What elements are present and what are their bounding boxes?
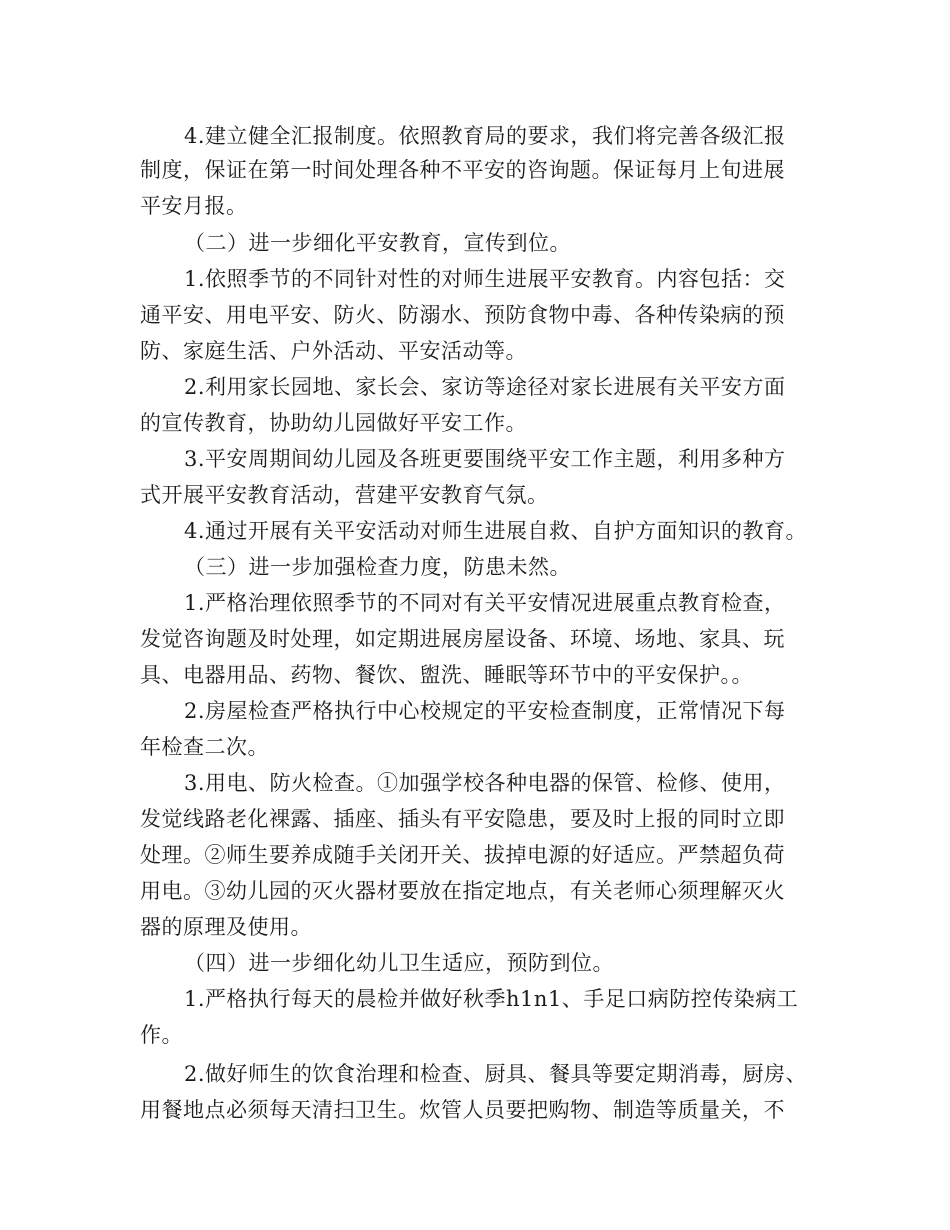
paragraph-line: 2.利用家长园地、家长会、家访等途径对家长进展有关平安方面 (184, 375, 786, 399)
paragraph-line: 发觉咨询题及时处理，如定期进展房屋设备、环境、场地、家具、玩 (140, 627, 785, 651)
section-heading: （四）进一步细化幼儿卫生适应，预防到位。 (184, 951, 614, 975)
paragraph-line: 处理。②师生要养成随手关闭开关、拔掉电源的好适应。严禁超负荷 (140, 843, 785, 867)
paragraph-line: 发觉线路老化裸露、插座、插头有平安隐患，要及时上报的同时立即 (140, 807, 785, 831)
paragraph-line: 制度，保证在第一时间处理各种不平安的咨询题。保证每月上旬进展 (140, 158, 785, 182)
paragraph-line: 1.严格执行每天的晨检并做好秋季h1n1、手足口病防控传染病工 (184, 987, 799, 1011)
paragraph-line: 1.依照季节的不同针对性的对师生进展平安教育。内容包括：交 (184, 267, 786, 291)
paragraph-line: 3.用电、防火检查。①加强学校各种电器的保管、检修、使用， (184, 771, 786, 795)
paragraph-line: 4.建立健全汇报制度。依照教育局的要求，我们将完善各级汇报 (184, 124, 786, 148)
section-heading: （三）进一步加强检查力度，防患未然。 (184, 555, 571, 579)
paragraph-line: 2.做好师生的饮食治理和检查、厨具、餐具等要定期消毒，厨房、 (184, 1062, 808, 1086)
paragraph-line: 具、电器用品、药物、餐饮、盥洗、睡眠等环节中的平安保护。。 (140, 663, 753, 687)
paragraph-line: 通平安、用电平安、防火、防溺水、预防食物中毒、各种传染病的预 (140, 303, 785, 327)
paragraph-line: 的宣传教育，协助幼儿园做好平安工作。 (140, 411, 527, 435)
paragraph-line: 用电。③幼儿园的灭火器材要放在指定地点，有关老师心须理解灭火 (140, 879, 785, 903)
paragraph-line: 3.平安周期间幼儿园及各班更要围绕平安工作主题，利用多种方 (184, 447, 786, 471)
paragraph-line: 作。 (140, 1023, 183, 1047)
paragraph-line: 4.通过开展有关平安活动对师生进展自救、自护方面知识的教育。 (184, 519, 808, 543)
paragraph-line: 年检查二次。 (140, 735, 269, 759)
paragraph-line: 2.房屋检查严格执行中心校规定的平安检查制度，正常情况下每 (184, 699, 786, 723)
paragraph-line: 用餐地点必须每天清扫卫生。炊管人员要把购物、制造等质量关，不 (140, 1098, 785, 1122)
section-heading: （二）进一步细化平安教育，宣传到位。 (184, 231, 571, 255)
paragraph-line: 防、家庭生活、户外活动、平安活动等。 (140, 339, 527, 363)
paragraph-line: 式开展平安教育活动，营建平安教育气氛。 (140, 483, 549, 507)
paragraph-line: 平安月报。 (140, 194, 248, 218)
paragraph-line: 1.严格治理依照季节的不同对有关平安情况进展重点教育检查， (184, 591, 786, 615)
paragraph-line: 器的原理及使用。 (140, 915, 312, 939)
